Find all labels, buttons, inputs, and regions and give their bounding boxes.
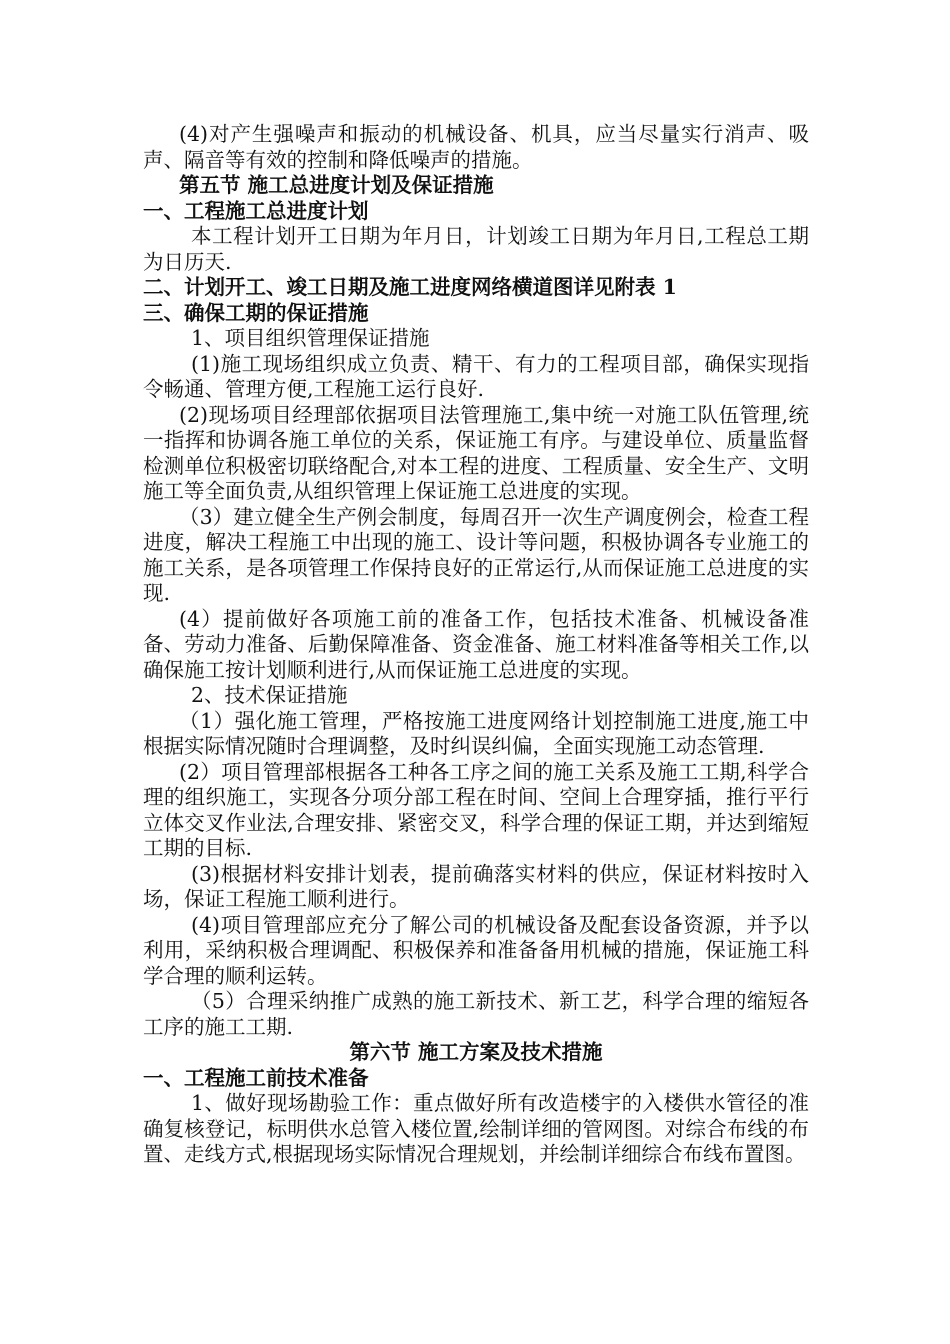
heading-dates: 二、计划开工、竣工日期及施工进度网络横道图详见附表 1 — [143, 275, 677, 299]
subheading-technical: 2、技术保证措施 — [191, 683, 348, 707]
paragraph-tech-3: (3)根据材料安排计划表，提前确落实材料的供应，保证材料按时入场，保证工程施工顺利进行。 — [143, 861, 809, 911]
paragraph-org-2: (2)现场项目经理部依据项目法管理施工,集中统一对施工队伍管理,统一指挥和协调各施工单位的关系，保证施工有序。与建设单位、质量监督检测单位积极密切联络配合,对本工程的进度、工程质量、安全生产、文明施工等全面负责,从组织管理上保证施工总进度的实现。 — [143, 402, 809, 503]
section-6-title: 第六节 施工方案及技术措施 — [349, 1040, 603, 1064]
paragraph-tech-1: （1）强化施工管理，严格按施工进度网络计划控制施工进度,施工中根据实际情况随时合理调整，及时纠误纠偏，全面实现施工动态管理. — [143, 708, 809, 758]
paragraph-org-1: (1)施工现场组织成立负责、精干、有力的工程项目部，确保实现指令畅通、管理方便,工程施工运行良好. — [143, 351, 809, 401]
heading-schedule: 一、工程施工总进度计划 — [143, 198, 369, 223]
paragraph-schedule: 本工程计划开工日期为年月日，计划竣工日期为年月日,工程总工期为日历天. — [143, 224, 809, 274]
document-page — [143, 122, 809, 1168]
heading-preparation: 一、工程施工前技术准备 — [143, 1065, 369, 1090]
paragraph-prep-1: 1、做好现场勘验工作：重点做好所有改造楼宇的入楼供水管径的准确复核登记，标明供水总管入楼位置,绘制详细的管网图。对综合布线的布置、走线方式,根据现场实际情况合理规划，并绘制详细综合布线布置图。 — [143, 1091, 809, 1166]
subheading-organization: 1、项目组织管理保证措施 — [191, 326, 430, 350]
paragraph-tech-4: (4)项目管理部应充分了解公司的机械设备及配套设备资源，并予以利用，采纳积极合理调配、积极保养和准备备用机械的措施，保证施工科学合理的顺利运转。 — [143, 912, 809, 988]
paragraph-noise-control: (4)对产生强噪声和振动的机械设备、机具，应当尽量实行消声、吸声、隔音等有效的控制和降低噪声的措施。 — [143, 122, 809, 172]
paragraph-tech-5: （5）合理采纳推广成熟的施工新技术、新工艺，科学合理的缩短各工序的施工工期. — [143, 989, 809, 1039]
paragraph-tech-2: (2）项目管理部根据各工种各工序之间的施工关系及施工工期,科学合理的组织施工，实现各分项分部工程在时间、空间上合理穿插，推行平行立体交叉作业法,合理安排、紧密交叉，科学合理的保证工期，并达到缩短工期的目标. — [143, 759, 809, 860]
section-5-title: 第五节 施工总进度计划及保证措施 — [179, 173, 494, 197]
paragraph-org-4: (4）提前做好各项施工前的准备工作，包括技术准备、机械设备准备、劳动力准备、后勤保障准备、资金准备、施工材料准备等相关工作,以确保施工按计划顺利进行,从而保证施工总进度的实现。 — [143, 606, 809, 682]
paragraph-org-3: （3）建立健全生产例会制度，每周召开一次生产调度例会，检查工程进度，解决工程施工中出现的施工、设计等问题，积极协调各专业施工的施工关系，是各项管理工作保持良好的正常运行,从而保证施工总进度的实现. — [143, 504, 809, 605]
heading-guarantee: 三、确保工期的保证措施 — [143, 300, 369, 325]
